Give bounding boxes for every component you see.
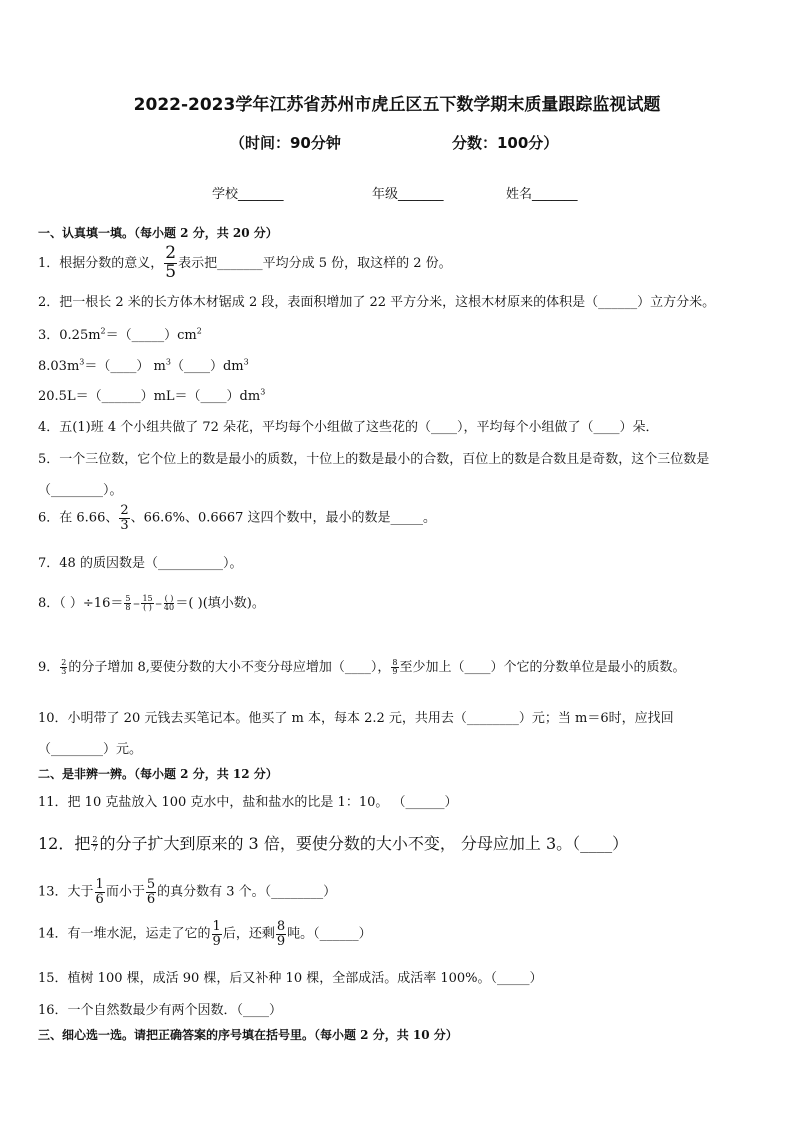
- q3a-text: 3．0.25m: [38, 328, 101, 343]
- fraction-numerator: 2: [120, 503, 129, 518]
- q3c-sup: 3: [260, 387, 266, 397]
- fraction-numerator: 8: [392, 657, 398, 667]
- fraction-numerator: 1: [212, 919, 221, 934]
- q13-part2: 而小于: [105, 884, 145, 900]
- q1-suffix: 表示把_______平均分成 5 份，取这样的 2 份。: [178, 255, 452, 271]
- q14-part1: 14．有一堆水泥，运走了它的: [38, 926, 211, 942]
- question-12: [38, 831, 628, 854]
- school-field: 学校_______: [212, 187, 284, 202]
- exam-time: （时间：90分钟: [230, 134, 341, 152]
- fraction-numerator: 5: [146, 877, 156, 892]
- fraction-denominator: 9: [276, 933, 286, 949]
- question-14: [38, 920, 372, 948]
- fraction-numerator: 2: [92, 834, 98, 844]
- fraction-denominator: ( ): [143, 603, 152, 612]
- q13-part3: 的真分数有 3 个。（________）: [157, 884, 337, 900]
- q3b-text: 8.03m: [38, 359, 80, 374]
- q6-prefix: 6．在 6.66、: [38, 510, 119, 526]
- question-5-line2: （________）。: [38, 483, 123, 498]
- fraction-numerator: ( ): [164, 593, 174, 603]
- fraction-15-blank: [141, 595, 153, 613]
- fraction-numerator: 2: [61, 657, 67, 667]
- section-2-heading: 二、是非辨一辨。（每小题 2 分，共 12 分）: [38, 767, 278, 781]
- page-title: 2022-2023学年江苏省苏州市虎丘区五下数学期末质量跟踪监视试题: [133, 95, 661, 115]
- fraction-denominator: 6: [95, 891, 104, 907]
- question-3-line2: [38, 355, 249, 374]
- q8-equals-2: ＝: [154, 600, 163, 609]
- fraction-8-9: [276, 920, 286, 948]
- q6-suffix: 、66.6%、0.6667 这四个数中，最小的数是_____。: [130, 510, 437, 526]
- exam-score: 分数：100分）: [452, 134, 559, 152]
- q8-suffix: ＝( )(填小数)。: [175, 596, 265, 611]
- fraction-numerator: 15: [142, 593, 153, 603]
- section-3-heading: 三、细心选一选。请把正确答案的序号填在括号里。（每小题 2 分，共 10 分）: [38, 1028, 458, 1042]
- question-13: [38, 878, 336, 906]
- fraction-denominator: 40: [163, 603, 175, 612]
- fraction-5-6: [146, 878, 156, 906]
- q1-prefix: 1．根据分数的意义，: [38, 255, 164, 271]
- q3a-sup: 2: [100, 326, 106, 336]
- q14-part2: 后，还剩: [222, 926, 275, 942]
- q12-prefix: 12．把: [38, 834, 91, 853]
- q3b-sup: 3: [79, 357, 85, 367]
- fraction-denominator: 9: [212, 933, 221, 949]
- question-16: 16．一个自然数最少有两个因数．（____）: [38, 1003, 283, 1018]
- question-5-line1: 5．一个三位数，它个位上的数是最小的质数，十位上的数是最小的合数，百位上的数是合数且是奇数，这个三位数是: [38, 452, 710, 467]
- question-7: 7．48 的质因数是（__________）。: [38, 556, 243, 571]
- fraction-denominator: 6: [146, 891, 156, 907]
- q3a-text2: ＝（_____）cm: [105, 328, 197, 343]
- fraction-denominator: 9: [392, 667, 398, 676]
- section-1-heading: 一、认真填一填。（每小题 2 分，共 20 分）: [38, 226, 278, 240]
- grade-field: 年级_______: [372, 187, 444, 202]
- question-4: 4．五(1)班 4 个小组共做了 72 朵花，平均每个小组做了这些花的（____），平均每个小组做了（____）朵．: [38, 420, 659, 435]
- fraction-1-9: [212, 920, 222, 948]
- fraction-1-6: [95, 878, 105, 906]
- q3b-text2: ＝（____） m: [84, 359, 166, 374]
- fraction-denominator: 5: [165, 261, 177, 282]
- fraction-numerator: 1: [95, 877, 104, 892]
- question-3-line3: [38, 385, 265, 404]
- q3c-text: 20.5L＝（______）mL＝（____）dm: [38, 389, 261, 404]
- fraction-denominator: 8: [125, 603, 131, 612]
- q3b-text3: （____）dm: [170, 359, 244, 374]
- q13-part1: 13．大于: [38, 884, 94, 900]
- q9-suffix: 至少加上（____）个它的分数单位是最小的质数。: [399, 660, 686, 675]
- q9-prefix: 9．: [38, 660, 60, 675]
- question-1: [38, 245, 452, 282]
- question-10-line1: 10．小明带了 20 元钱去买笔记本。他买了 m 本，每本 2.2 元，共用去（________）元；当 m＝6时，应找回: [38, 711, 674, 726]
- q3a-sup2: 2: [196, 326, 202, 336]
- name-field: 姓名_______: [506, 187, 578, 202]
- q8-prefix: 8．（ ）÷16＝: [38, 596, 124, 611]
- fraction-2-7: [91, 836, 98, 854]
- q14-part3: 吨。（______）: [287, 926, 372, 942]
- fraction-2-5: [164, 245, 177, 282]
- fraction-denominator: 7: [92, 844, 98, 853]
- fraction-denominator: 3: [61, 667, 67, 676]
- fraction-denominator: 3: [120, 517, 129, 533]
- question-6: [38, 504, 436, 532]
- q12-suffix: 的分子扩大到原来的 3 倍，要使分数的大小不变， 分母应加上 3。（____）: [99, 834, 629, 853]
- q3b-sup3: 3: [243, 357, 249, 367]
- fraction-2-3: [119, 504, 129, 532]
- question-10-line2: （________）元。: [38, 742, 143, 757]
- fraction-numerator: 8: [276, 919, 286, 934]
- question-8: [38, 592, 265, 612]
- question-2: 2．把一根长 2 米的长方体木材锯成 2 段，表面积增加了 22 平方分米，这根木材原来的体积是（______）立方分米。: [38, 295, 716, 310]
- fraction-8-9-small: [391, 659, 398, 677]
- fraction-blank-40: [164, 595, 175, 613]
- q8-equals: ＝: [132, 600, 141, 609]
- fraction-2-3-small: [60, 659, 67, 677]
- q3b-sup2: 3: [165, 357, 171, 367]
- fraction-numerator: 5: [125, 593, 131, 603]
- fraction-numerator: 2: [165, 243, 177, 263]
- question-11: 11．把 10 克盐放入 100 克水中，盐和盐水的比是 1：10。 （______）: [38, 795, 458, 810]
- question-9: [38, 656, 686, 676]
- question-3-line1: [38, 324, 202, 343]
- fraction-5-8: [124, 595, 131, 613]
- q9-mid: 的分子增加 8,要使分数的大小不变分母应增加（____），: [68, 660, 391, 675]
- question-15: 15．植树 100 棵，成活 90 棵，后又补种 10 棵，全部成活。成活率 100%。（_____）: [38, 971, 543, 986]
